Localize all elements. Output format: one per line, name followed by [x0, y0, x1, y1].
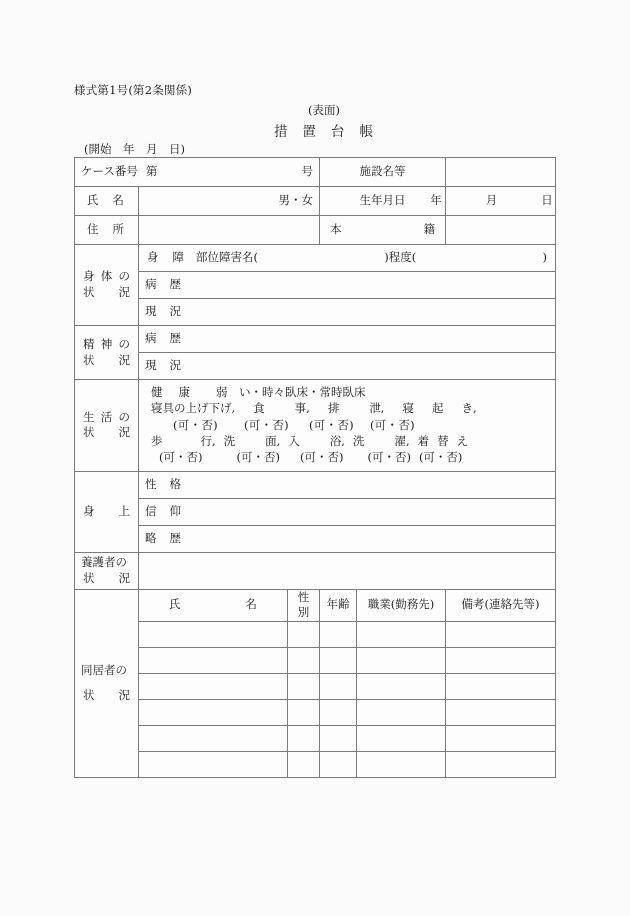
cohabitant-gender[interactable] [288, 699, 320, 725]
col-header-name [139, 589, 288, 621]
career-cell[interactable] [139, 525, 556, 552]
table-row-life-situation [75, 380, 556, 472]
cohabitant-name[interactable] [139, 647, 288, 673]
physical-label-1b: 体 [100, 269, 113, 284]
name-label-a: 氏 [87, 193, 99, 208]
life-label-2a: 状 [83, 425, 95, 440]
personality-cell[interactable] [139, 471, 556, 498]
life-item-dress: 着 [417, 433, 430, 448]
gender-options[interactable]: 男・女 [278, 193, 313, 208]
life-opt-8[interactable]: (可・否) [367, 450, 411, 465]
cohabitant-remarks[interactable] [446, 621, 556, 647]
mental-history-label-a: 病 [145, 331, 157, 346]
life-opt-9[interactable]: (可・否) [418, 450, 463, 465]
cohabitant-occupation[interactable] [357, 725, 446, 751]
mental-condition-label [75, 326, 139, 380]
physical-label-2a: 状 [83, 285, 95, 299]
cohabitant-remarks[interactable] [446, 751, 556, 777]
table-row-career [75, 525, 556, 552]
domicile-label-a: 本 [330, 222, 342, 237]
name-label [75, 187, 139, 216]
physical-current-label-a: 現 [145, 304, 157, 319]
col-header-name-a: 氏 [169, 597, 181, 612]
measure-ledger-table-wrapper [74, 157, 555, 778]
table-row-mental-history [75, 326, 556, 353]
address-label [75, 216, 139, 245]
life-label-2b: 況 [118, 425, 130, 440]
caregiver-label-2b: 況 [118, 570, 130, 585]
caregiver-label-line1: 養護者の [81, 555, 127, 570]
career-label-a: 略 [145, 530, 157, 545]
life-item-bath: 入 [288, 433, 300, 448]
life-daily-line-2[interactable] [151, 433, 543, 449]
cohabitant-age[interactable] [320, 647, 357, 673]
caregiver-label-2a: 状 [83, 570, 95, 585]
personal-label-a: 身 [83, 503, 95, 518]
cohabitant-gender[interactable] [288, 647, 320, 673]
disability-part-label: 部位障害名( [196, 250, 258, 265]
life-item-bedding: 寝具の上げ下げ, [151, 401, 236, 416]
table-row-cohabitants-header [75, 589, 556, 621]
life-item-dress-mid: 替 [437, 433, 449, 448]
caregiver-value[interactable] [139, 552, 556, 589]
health-label-a: 健 [151, 385, 163, 399]
life-item-toilet: 排 [327, 401, 340, 416]
mental-label-1c: の [118, 336, 130, 351]
facility-name-label: 施設名等 [320, 158, 446, 187]
col-header-gender: 性別 [288, 589, 320, 621]
life-opt-3[interactable]: (可・否) [308, 417, 354, 432]
cohabitant-occupation[interactable] [357, 673, 446, 699]
table-row [75, 621, 556, 647]
name-label-b: 名 [112, 193, 124, 208]
case-number-label: ケース番号 [81, 164, 138, 179]
life-label-1b: 活 [100, 409, 113, 424]
table-row-address [75, 216, 556, 245]
life-situation-label [75, 380, 139, 472]
personality-label-b: 格 [169, 476, 181, 491]
cohabitant-age[interactable] [320, 725, 357, 751]
life-item-walk: 歩 [151, 433, 163, 448]
mental-history-label-b: 歴 [169, 331, 181, 346]
life-opt-5[interactable]: (可・否) [159, 450, 203, 465]
disability-degree-label: 程度( [388, 250, 417, 265]
life-item-wash: 洗 [223, 433, 236, 448]
life-daily-options-1[interactable] [151, 417, 543, 433]
table-row-caregiver [75, 552, 556, 589]
cohabitants-label [75, 589, 139, 777]
mental-history-cell[interactable] [139, 326, 556, 353]
address-label-b: 所 [112, 222, 124, 237]
cohabitant-occupation[interactable] [357, 621, 446, 647]
facility-name-value[interactable] [446, 158, 556, 187]
life-item-bath-end: 浴, [329, 433, 345, 448]
physical-label-2b: 況 [118, 285, 130, 299]
physical-history-label-a: 病 [145, 277, 157, 292]
physical-sub-label-b: 障 [172, 250, 184, 265]
mental-current-label-a: 現 [145, 358, 157, 373]
life-daily-line-1[interactable] [151, 400, 543, 416]
table-row-name [75, 187, 556, 216]
life-item-walk-end: 行, [200, 433, 216, 448]
mental-current-cell[interactable] [139, 353, 556, 380]
dob-label: 生年月日 [320, 187, 446, 216]
page-title: 措置台帳 [274, 124, 388, 140]
life-opt-7[interactable]: (可・否) [299, 450, 344, 465]
physical-history-label-b: 歴 [169, 277, 181, 292]
personal-background-label [75, 471, 139, 552]
domicile-label-b: 籍 [423, 222, 435, 237]
mental-label-1b: 神 [100, 336, 113, 351]
cohabitant-age[interactable] [320, 621, 357, 647]
cohabitant-remarks[interactable] [446, 647, 556, 673]
cohabitant-name[interactable] [139, 751, 288, 777]
cohabitants-label-2a: 状 [83, 688, 95, 703]
domicile-label [320, 216, 446, 245]
disability-part-close: ) [384, 250, 389, 265]
start-date-label: (開始 年 月 日) [84, 142, 185, 156]
life-health-line[interactable] [151, 384, 543, 400]
cohabitant-name[interactable] [139, 673, 288, 699]
religion-cell[interactable] [139, 498, 556, 525]
case-number-prefix: 第 [145, 164, 158, 179]
col-header-occupation: 職業(勤務先) [357, 589, 446, 621]
table-row-mental-current [75, 353, 556, 380]
caregiver-label [75, 552, 139, 589]
life-item-wash-end: 面, [265, 433, 281, 448]
measure-ledger-table [74, 157, 556, 778]
cohabitants-label-2b: 況 [118, 688, 130, 703]
life-situation-cell[interactable] [139, 380, 556, 472]
cohabitant-occupation[interactable] [357, 699, 446, 725]
cohabitant-occupation[interactable] [357, 647, 446, 673]
cohabitant-age[interactable] [320, 673, 357, 699]
domicile-value[interactable] [446, 216, 556, 245]
table-row-physical-history [75, 272, 556, 299]
physical-label-1a: 身 [83, 269, 95, 284]
religion-label-b: 仰 [169, 503, 181, 518]
mental-label-2a: 状 [83, 352, 95, 367]
cohabitant-age[interactable] [320, 699, 357, 725]
life-item-meal: 食 [253, 401, 265, 416]
name-value[interactable] [139, 187, 320, 216]
mental-label-1a: 精 [83, 336, 95, 351]
table-row-physical-disability [75, 245, 556, 272]
health-label-b: 康 [178, 385, 190, 399]
religion-label-a: 信 [145, 503, 157, 518]
cohabitant-gender[interactable] [288, 673, 320, 699]
cohabitant-remarks[interactable] [446, 673, 556, 699]
physical-disability-cell[interactable] [139, 245, 556, 272]
life-opt-6[interactable]: (可・否) [236, 450, 280, 465]
table-row [75, 673, 556, 699]
physical-current-label-b: 況 [169, 304, 181, 319]
health-options[interactable]: 弱 い・時々臥床・常時臥床 [216, 385, 366, 399]
life-item-toilet-end: 泄, [369, 401, 385, 416]
cohabitant-remarks[interactable] [446, 699, 556, 725]
life-item-rising-end: き, [461, 401, 477, 416]
side-marker: (表面) [308, 103, 340, 117]
cohabitant-name[interactable] [139, 725, 288, 751]
case-number-cell[interactable] [75, 158, 320, 187]
life-item-rising-mid: 起 [431, 401, 444, 416]
life-opt-4[interactable]: (可・否) [369, 417, 415, 432]
dob-year-label: 年 [430, 193, 442, 208]
life-daily-options-2[interactable] [151, 449, 543, 465]
mental-current-label-b: 況 [169, 358, 181, 373]
dob-day-label: 日 [541, 193, 553, 208]
cohabitant-name[interactable] [139, 621, 288, 647]
table-row [75, 699, 556, 725]
life-item-meal-end: 事, [294, 401, 310, 416]
cohabitant-name[interactable] [139, 699, 288, 725]
cohabitant-gender[interactable] [288, 725, 320, 751]
physical-current-cell[interactable] [139, 299, 556, 326]
life-item-laundry-end: 濯, [394, 433, 410, 448]
physical-label-1c: の [118, 269, 130, 284]
cohabitants-label-line1: 同居者の [81, 662, 127, 677]
cohabitant-occupation[interactable] [357, 751, 446, 777]
cohabitant-gender[interactable] [288, 751, 320, 777]
case-number-suffix: 号 [301, 164, 313, 179]
physical-condition-label [75, 245, 139, 326]
career-label-b: 歴 [169, 530, 181, 545]
life-label-1a: 生 [83, 409, 95, 424]
life-item-rising: 寝 [402, 401, 414, 416]
table-row-physical-current [75, 299, 556, 326]
life-opt-1[interactable]: (可・否) [173, 417, 218, 432]
cohabitant-gender[interactable] [288, 621, 320, 647]
cohabitant-age[interactable] [320, 751, 357, 777]
col-header-remarks: 備考(連絡先等) [446, 589, 556, 621]
form-number: 様式第1号(第2条関係) [74, 83, 193, 97]
dob-month-label: 月 [485, 193, 498, 208]
table-row [75, 751, 556, 777]
table-row-personality [75, 471, 556, 498]
col-header-age: 年齢 [320, 589, 357, 621]
life-item-dress-end: え [456, 433, 469, 448]
personality-label-a: 性 [145, 476, 157, 491]
col-header-name-b: 名 [245, 597, 257, 612]
table-row [75, 725, 556, 751]
life-item-laundry: 洗 [352, 433, 365, 448]
physical-history-cell[interactable] [139, 272, 556, 299]
dob-value[interactable] [430, 187, 556, 216]
physical-sub-label-a: 身 [147, 250, 159, 265]
address-value[interactable] [139, 216, 320, 245]
table-row-religion [75, 498, 556, 525]
personal-label-b: 上 [118, 503, 130, 518]
life-label-1c: の [118, 409, 130, 424]
address-label-a: 住 [87, 222, 99, 237]
life-opt-2[interactable]: (可・否) [243, 417, 289, 432]
table-row [75, 647, 556, 673]
table-row-case-number [75, 158, 556, 187]
cohabitant-remarks[interactable] [446, 725, 556, 751]
disability-degree-close: ) [542, 250, 547, 265]
mental-label-2b: 況 [118, 352, 130, 367]
